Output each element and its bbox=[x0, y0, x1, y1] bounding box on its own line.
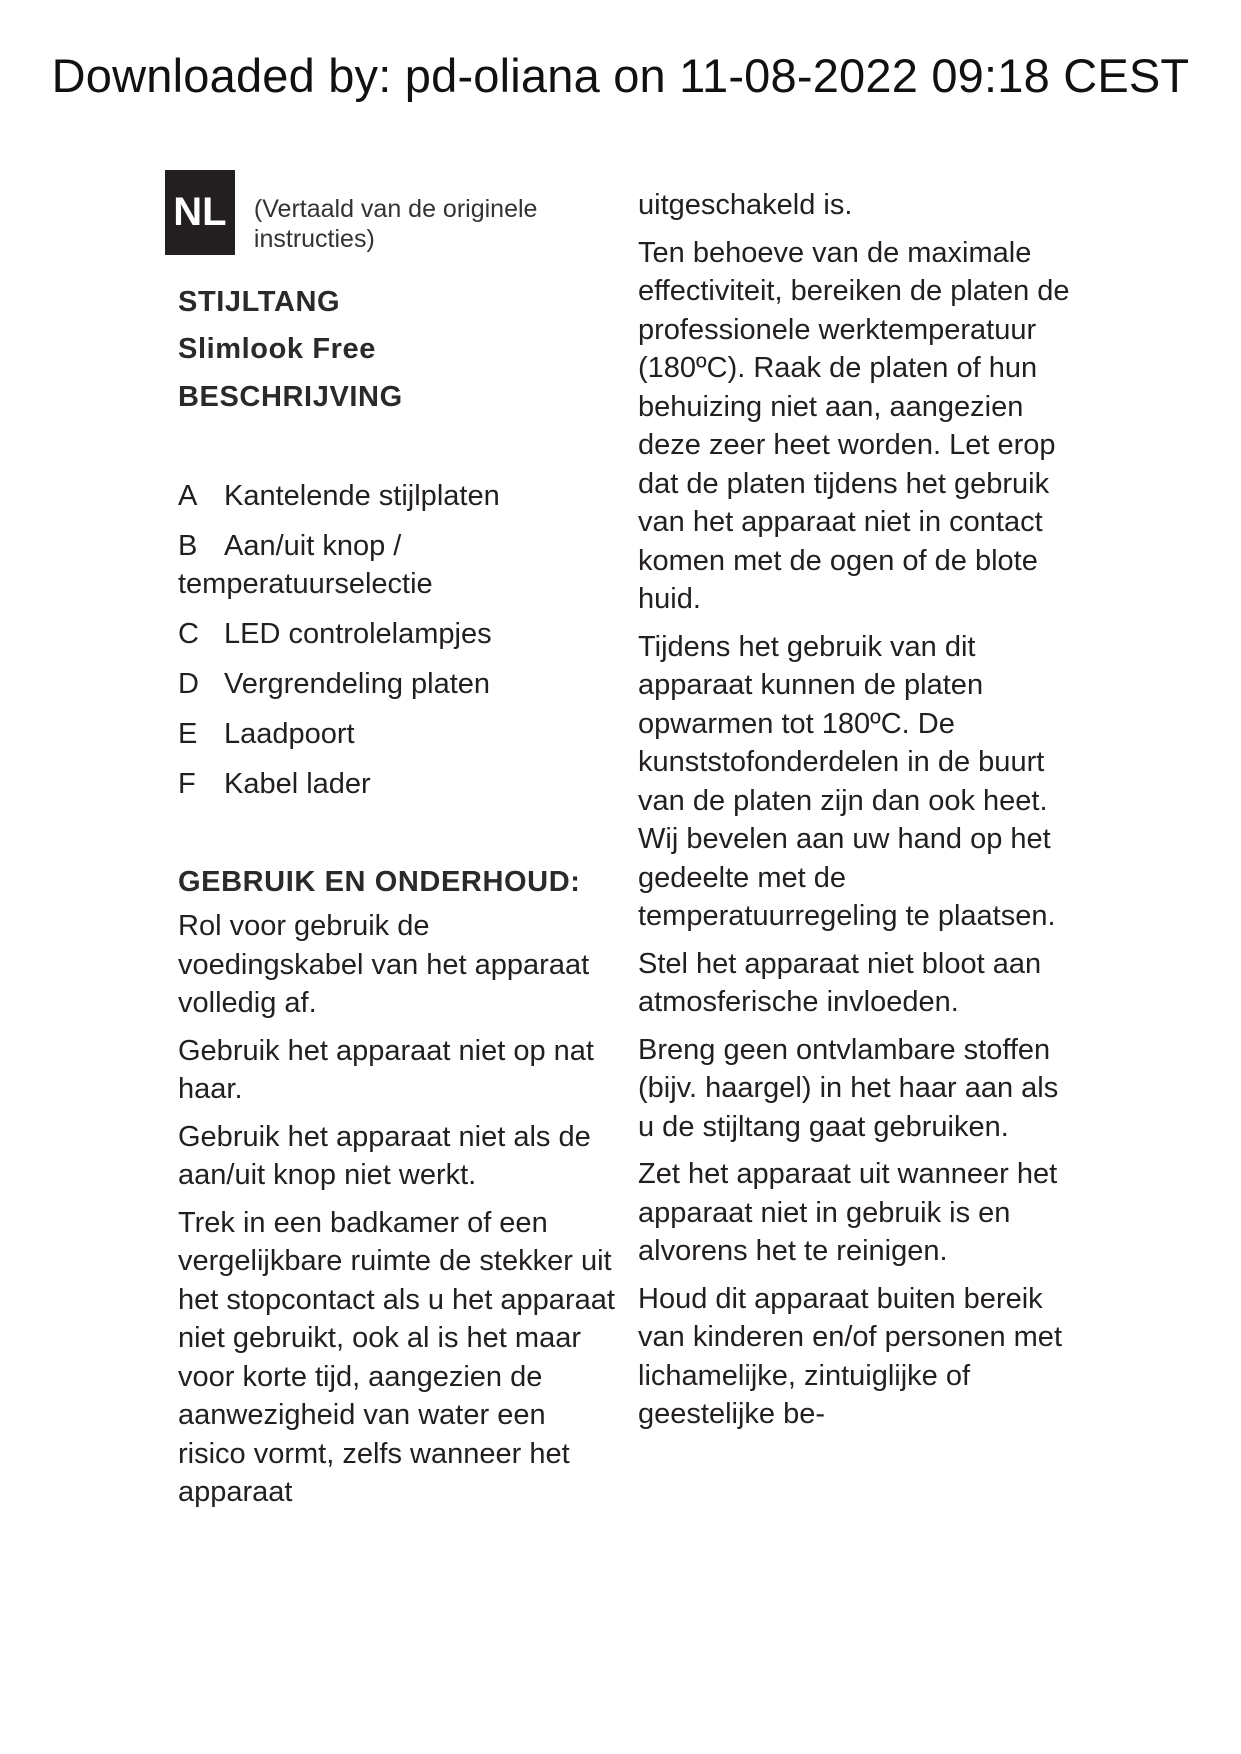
part-item bbox=[178, 615, 618, 653]
language-header bbox=[173, 170, 618, 255]
instruction-paragraph: Rol voor gebruik de voedingskabel van het apparaat volledig af. bbox=[178, 910, 590, 1019]
description-heading: BESCHRIJVING bbox=[178, 381, 403, 413]
language-badge: NL bbox=[165, 170, 235, 255]
instruction-paragraph: Zet het apparaat uit wanneer het apparaat niet in gebruik is en alvorens het te reinigen. bbox=[638, 1158, 1058, 1267]
parts-list bbox=[178, 477, 618, 803]
instruction-paragraph: uitgeschakeld is. bbox=[638, 189, 853, 221]
part-item bbox=[178, 477, 618, 515]
part-item bbox=[178, 765, 618, 803]
part-letter: B bbox=[178, 530, 198, 562]
part-letter: F bbox=[178, 768, 196, 800]
instruction-paragraph: Gebruik het apparaat niet op nat haar. bbox=[178, 1034, 594, 1105]
product-type-heading: STIJLTANG bbox=[178, 286, 341, 318]
use-maintenance-heading: GEBRUIK EN ONDERHOUD: bbox=[178, 866, 581, 898]
model-heading: Slimlook Free bbox=[178, 333, 376, 365]
part-letter: A bbox=[178, 480, 198, 512]
instruction-paragraph: Ten behoeve van de maximale effectiviteit, bereiken de platen de professionele werktemperatuur (180ºC). Raak de platen of hun behuizing niet aan, aangezien deze zeer heet worden. Let erop dat de platen tijdens het gebruik van het apparaat niet in contact komen met de ogen of de blote huid. bbox=[638, 236, 1070, 615]
part-letter: D bbox=[178, 668, 199, 700]
part-label: LED controlelampjes bbox=[224, 618, 492, 650]
part-letter: E bbox=[178, 718, 198, 750]
part-label: Aan/uit knop / temperatuurselectie bbox=[178, 530, 433, 600]
instruction-paragraph: Gebruik het apparaat niet als de aan/uit knop niet werkt. bbox=[178, 1120, 591, 1191]
part-label: Vergrendeling platen bbox=[224, 668, 491, 700]
download-watermark: Downloaded by: pd-oliana on 11-08-2022 09:18 CEST bbox=[51, 49, 1190, 102]
translation-note: (Vertaald van de originele instructies) bbox=[253, 195, 538, 253]
right-column bbox=[638, 170, 1078, 1443]
part-item bbox=[178, 715, 618, 753]
instruction-paragraph: Stel het apparaat niet bloot aan atmosferische invloeden. bbox=[638, 947, 1042, 1018]
instruction-paragraph: Trek in een badkamer of een vergelijkbare ruimte de stekker uit het stopcontact als u het apparaat niet gebruikt, ook al is het maar voor korte tijd, aangezien de aanwezigheid van water een risico vormt, zelfs wanneer het apparaat bbox=[178, 1206, 615, 1508]
instruction-paragraph: Houd dit apparaat buiten bereik van kinderen en/of personen met lichamelijke, zintuiglijke of geestelijke be- bbox=[638, 1282, 1062, 1430]
part-label: Laadpoort bbox=[224, 718, 355, 750]
part-label: Kantelende stijlplaten bbox=[224, 480, 500, 512]
instruction-paragraph: Tijdens het gebruik van dit apparaat kunnen de platen opwarmen tot 180ºC. De kunststofonderdelen in de buurt van de platen zijn dan ook heet. Wij bevelen aan uw hand op het gedeelte met de temperatuurregeling te plaatsen. bbox=[638, 630, 1056, 932]
part-label: Kabel lader bbox=[224, 768, 371, 800]
part-item bbox=[178, 527, 618, 603]
left-column bbox=[173, 170, 618, 1521]
part-letter: C bbox=[178, 618, 199, 650]
instruction-paragraph: Breng geen ontvlambare stoffen (bijv. haargel) in het haar aan als u de stijltang gaat gebruiken. bbox=[638, 1033, 1059, 1143]
part-item bbox=[178, 665, 618, 703]
